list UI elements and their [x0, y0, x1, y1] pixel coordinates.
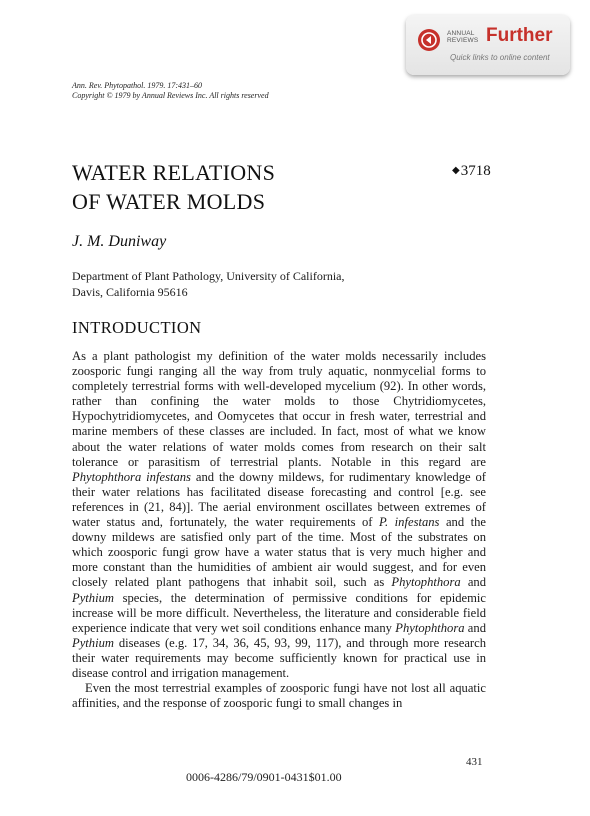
article-title: WATER RELATIONS OF WATER MOLDS [72, 160, 276, 214]
journal-citation: Ann. Rev. Phytopathol. 1979. 17:431–60 [72, 81, 203, 90]
paragraph-1: As a plant pathologist my definition of the water molds necessarily includes zoosporic fungi ranging all the way from truly aquatic, nonmycelial forms to completely terrestrial forms with well-developed mycelium (92). In other words, rather than confining the water molds to those Chytridiomycetes, Hypochytridiomycetes, and Oomycetes that occur in fresh water, terrestrial and marine members of these classes are included. In fact, most of what we know about the water relations of water molds comes from research on their salt tolerance or parasitism of terrestrial plants. Notable in this regard are Phytophthora infestans and the downy mildews, for rudimentary knowledge of their water relations has facilitated disease forecasting and control [e.g. see references in (21, 84)]. The aerial environment oscillates between extremes of water status and, fortunately, the water requirements of P. infestans and the downy mildews are satisfied only part of the time. Most of the substrates on which zoosporic fungi grow have a water status that is very much higher and more constant than the humidities of ambient air would suggest, and for even closely related plant pathogens that inhabit soil, such as Phytophthora and Pythium species, the determination of permissive conditions for epidemic increase will be more difficult. Nevertheless, the literature and considerable field experience indicate that very wet soil conditions enhance many Phytophthora and Pythium diseases (e.g. 17, 34, 36, 45, 93, 99, 117), and through more research their water requirements may become sufficiently known for practical use in disease control and irrigation management. [72, 349, 486, 680]
diamond-icon: ◆ [452, 165, 460, 176]
page-number: 431 [466, 756, 483, 768]
further-label: Further [486, 25, 553, 46]
author-name: J. M. Duniway [72, 233, 167, 250]
body-text [72, 349, 486, 711]
paragraph-2: Even the most terrestrial examples of zoosporic fungi have not lost all aquatic affinities, and the response of zoosporic fungi to small changes in [72, 681, 486, 711]
journal-copyright: Copyright © 1979 by Annual Reviews Inc. All rights reserved [72, 91, 269, 100]
author-affiliation: Department of Plant Pathology, University of California, Davis, California 95616 [72, 269, 345, 299]
annual-reviews-label: ANNUAL REVIEWS [447, 30, 479, 44]
footer-code: 0006-4286/79/0901-0431$01.00 [186, 770, 342, 784]
quick-links-label: Quick links to online content [450, 53, 550, 62]
further-badge[interactable] [406, 15, 570, 75]
section-heading: INTRODUCTION [72, 318, 202, 337]
play-circle-icon [418, 29, 440, 51]
article-code: ◆3718 [452, 163, 491, 179]
journal-reference [72, 81, 269, 101]
